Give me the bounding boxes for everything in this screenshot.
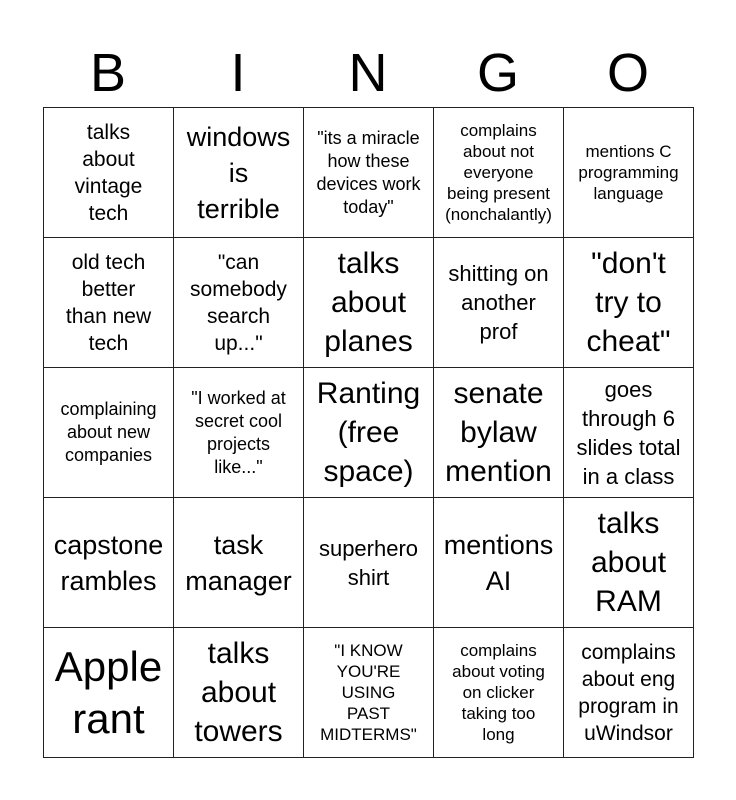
bingo-cell-r1c1[interactable]: talks about vintage tech [43,107,174,238]
bingo-cell-r3c5[interactable]: goes through 6 slides total in a class [563,367,694,498]
bingo-cell-r1c5[interactable]: mentions C programming language [563,107,694,238]
header-letter-i: I [230,43,246,103]
header-letter-g: G [476,43,519,103]
bingo-cell-r2c1[interactable]: old tech better than new tech [43,237,174,368]
bingo-cell-r5c5[interactable]: complains about eng program in uWindsor [563,627,694,758]
bingo-cell-r5c2[interactable]: talks about towers [173,627,304,758]
bingo-cell-r4c5[interactable]: talks about RAM [563,497,694,628]
header-letter-o: O [606,43,649,103]
bingo-cell-r3c2[interactable]: "I worked at secret cool projects like..." [173,367,304,498]
header-letter-n: N [348,43,388,103]
bingo-cell-r4c3[interactable]: superhero shirt [303,497,434,628]
bingo-cell-r4c4[interactable]: mentions AI [433,497,564,628]
bingo-cell-r2c3[interactable]: talks about planes [303,237,434,368]
header-letter-b: B [89,43,127,103]
bingo-cell-r5c3[interactable]: "I KNOW YOU'RE USING PAST MIDTERMS" [303,627,434,758]
bingo-cell-r5c1[interactable]: Apple rant [43,627,174,758]
bingo-cell-r1c4[interactable]: complains about not everyone being present (nonchalantly) [433,107,564,238]
bingo-board [43,107,693,757]
bingo-cell-r4c2[interactable]: task manager [173,497,304,628]
bingo-cell-r2c2[interactable]: "can somebody search up..." [173,237,304,368]
bingo-header [43,40,693,106]
bingo-cell-r2c5[interactable]: "don't try to cheat" [563,237,694,368]
bingo-cell-r1c2[interactable]: windows is terrible [173,107,304,238]
bingo-cell-r1c3[interactable]: "its a miracle how these devices work today" [303,107,434,238]
bingo-cell-r5c4[interactable]: complains about voting on clicker taking too long [433,627,564,758]
bingo-cell-free-space[interactable]: Ranting (free space) [303,367,434,498]
bingo-cell-r4c1[interactable]: capstone rambles [43,497,174,628]
bingo-cell-r2c4[interactable]: shitting on another prof [433,237,564,368]
bingo-cell-r3c1[interactable]: complaining about new companies [43,367,174,498]
bingo-cell-r3c4[interactable]: senate bylaw mention [433,367,564,498]
